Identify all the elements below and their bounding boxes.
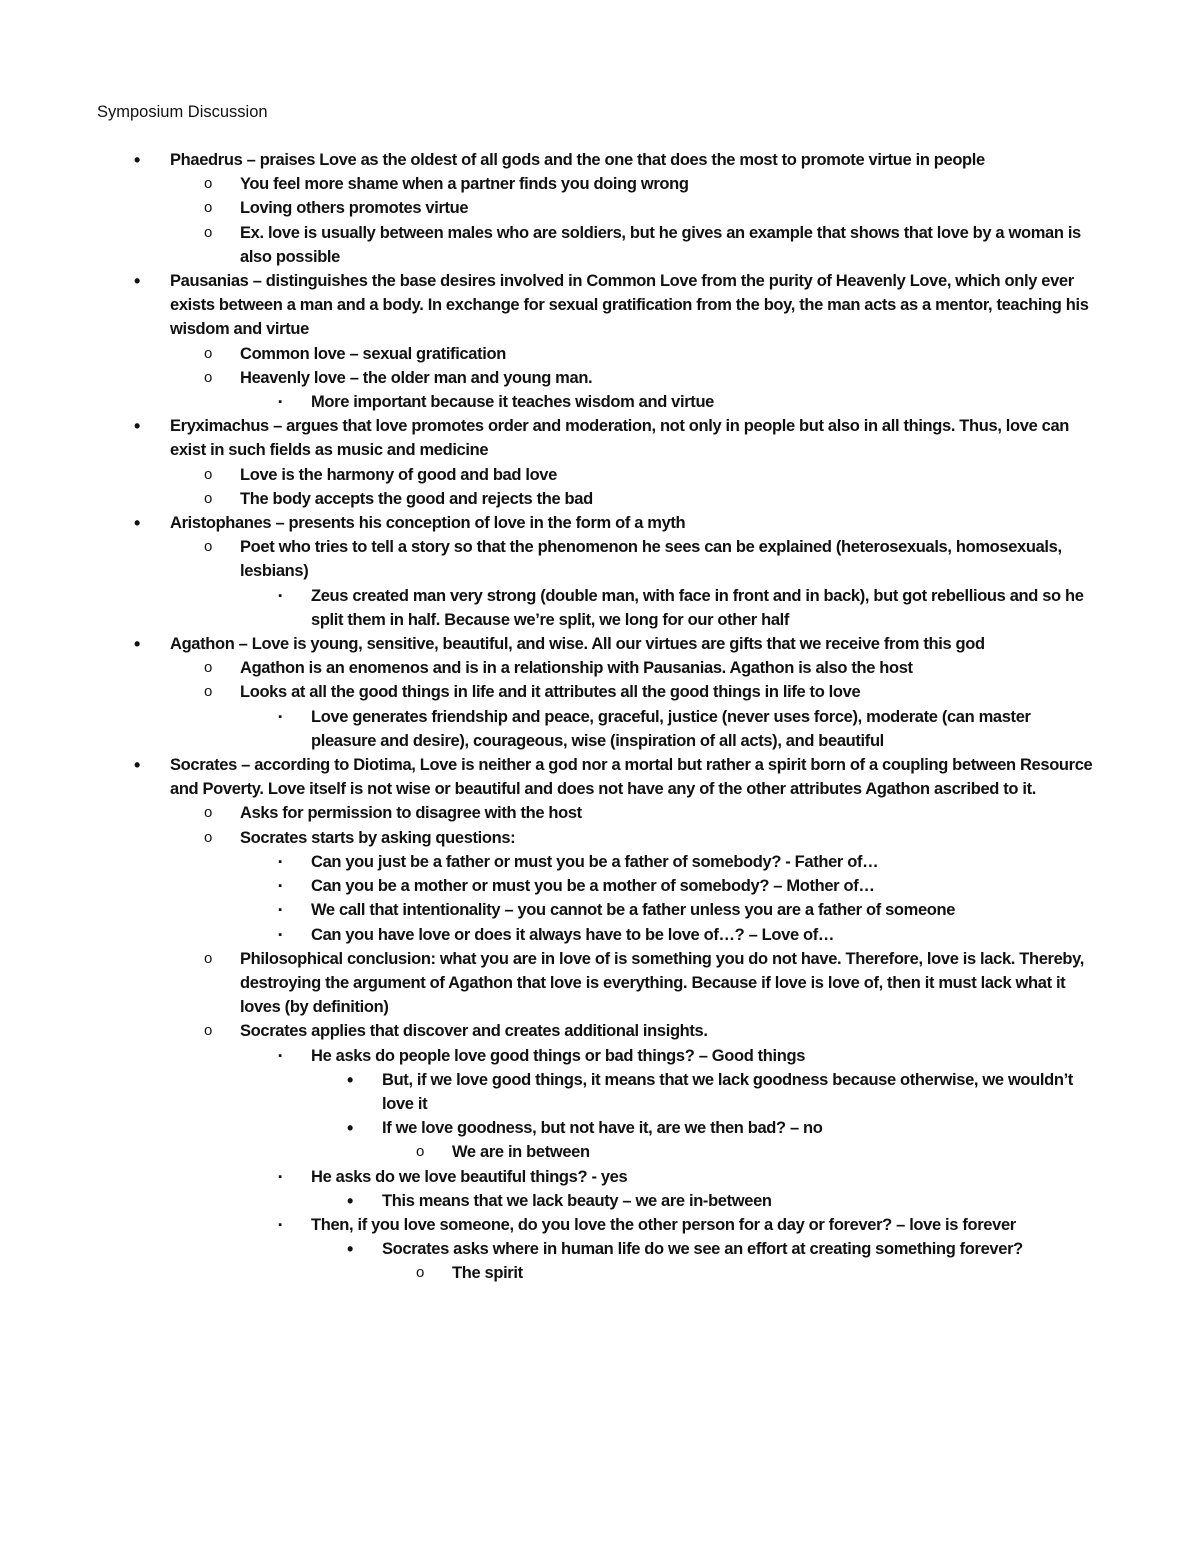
outline-item-text: Love generates friendship and peace, graceful, justice (never uses force), moderate (can master pleasure and desire), courageous, wise (inspiration of all acts), and beautiful bbox=[311, 707, 1031, 750]
outline-item-text: Socrates applies that discover and creates additional insights. bbox=[240, 1022, 708, 1041]
outline-item-level-3 bbox=[0, 874, 1095, 898]
outline-item-text: Poet who tries to tell a story so that the phenomenon he sees can be explained (heterosexuals, homosexuals, lesbians) bbox=[240, 538, 1062, 581]
outline-item-text: He asks do people love good things or bad things? – Good things bbox=[311, 1046, 806, 1065]
outline-item-text: Love is the harmony of good and bad love bbox=[240, 465, 557, 484]
outline-item-text: Asks for permission to disagree with the host bbox=[240, 804, 582, 823]
outline-item-level-2 bbox=[0, 196, 1095, 220]
bullet-dot-icon: • bbox=[134, 150, 140, 170]
bullet-circle-icon: o bbox=[204, 828, 212, 846]
outline-item-text: Loving others promotes virtue bbox=[240, 199, 469, 218]
outline-item-level-1 bbox=[0, 269, 1095, 342]
outline-item-level-2 bbox=[0, 801, 1095, 825]
outline-item-level-3 bbox=[0, 1044, 1095, 1068]
outline-item-level-2 bbox=[0, 656, 1095, 680]
bullet-circle-icon: o bbox=[204, 683, 212, 701]
bullet-dot-icon: • bbox=[347, 1190, 353, 1211]
bullet-circle-icon: o bbox=[204, 465, 212, 483]
outline-item-text: We are in between bbox=[452, 1143, 590, 1162]
outline-item-text: Looks at all the good things in life and it attributes all the good things in life to love bbox=[240, 683, 861, 702]
outline-item-level-4 bbox=[0, 1237, 1095, 1261]
bullet-dot-icon: • bbox=[347, 1239, 353, 1260]
outline-item-text: Socrates – according to Diotima, Love is neither a god nor a mortal but rather a spirit born of a coupling between Resource and Poverty. Love itself is not wise or beautiful and does not have any of the other attributes Agathon ascribed to it. bbox=[170, 756, 1093, 799]
outline-item-level-2 bbox=[0, 947, 1095, 1020]
outline-item-text: Philosophical conclusion: what you are in love of is something you do not have. Therefore, love is lack. Thereby, destroying the argument of Agathon that love is everything. Because if love is love of, then it must lack what it loves (by definition) bbox=[240, 949, 1084, 1017]
outline-item-text: You feel more shame when a partner finds you doing wrong bbox=[240, 175, 689, 194]
bullet-dot-icon: • bbox=[134, 271, 140, 292]
outline-item-level-2 bbox=[0, 487, 1095, 511]
bullet-circle-icon: o bbox=[204, 344, 212, 362]
bullet-circle-icon: o bbox=[204, 223, 212, 241]
outline-item-level-3 bbox=[0, 850, 1095, 874]
outline-item-text: Agathon – Love is young, sensitive, beautiful, and wise. All our virtues are gifts that we receive from this god bbox=[170, 635, 985, 654]
bullet-square-icon: ▪ bbox=[278, 855, 282, 868]
outline-item-level-5 bbox=[0, 1261, 1095, 1285]
outline-item-level-3 bbox=[0, 390, 1095, 414]
outline-item-level-5 bbox=[0, 1140, 1095, 1164]
outline-item-level-2 bbox=[0, 535, 1095, 583]
outline-item-level-2 bbox=[0, 221, 1095, 269]
bullet-circle-icon: o bbox=[204, 804, 212, 822]
document-title: Symposium Discussion bbox=[97, 103, 268, 121]
bullet-circle-icon: o bbox=[416, 1264, 424, 1282]
outline-item-text: This means that we lack beauty – we are in-between bbox=[382, 1191, 772, 1210]
outline-item-level-3 bbox=[0, 1165, 1095, 1189]
bullet-dot-icon: • bbox=[347, 1069, 353, 1090]
bullet-circle-icon: o bbox=[416, 1143, 424, 1161]
outline-item-level-2 bbox=[0, 463, 1095, 487]
discussion-outline bbox=[0, 148, 1200, 1286]
bullet-circle-icon: o bbox=[204, 1022, 212, 1040]
outline-item-text: Can you just be a father or must you be a father of somebody? - Father of… bbox=[311, 852, 879, 871]
outline-item-level-1 bbox=[0, 753, 1095, 801]
outline-item-text: Phaedrus – praises Love as the oldest of all gods and the one that does the most to promote virtue in people bbox=[170, 151, 985, 169]
bullet-circle-icon: o bbox=[204, 538, 212, 556]
outline-item-level-2 bbox=[0, 680, 1095, 704]
outline-item-level-2 bbox=[0, 342, 1095, 366]
outline-item-level-3 bbox=[0, 923, 1095, 947]
outline-item-level-3 bbox=[0, 1213, 1095, 1237]
outline-item-text: More important because it teaches wisdom and virtue bbox=[311, 393, 715, 412]
bullet-square-icon: ▪ bbox=[278, 396, 282, 409]
bullet-circle-icon: o bbox=[204, 489, 212, 507]
outline-item-level-3 bbox=[0, 584, 1095, 632]
bullet-circle-icon: o bbox=[204, 368, 212, 386]
outline-item-text: We call that intentionality – you cannot be a father unless you are a father of someone bbox=[311, 901, 956, 920]
outline-item-text: Socrates asks where in human life do we see an effort at creating something forever? bbox=[382, 1240, 1023, 1259]
outline-item-text: Heavenly love – the older man and young man. bbox=[240, 368, 593, 387]
outline-item-level-1 bbox=[0, 632, 1095, 656]
bullet-dot-icon: • bbox=[134, 416, 140, 437]
outline-item-text: Socrates starts by asking questions: bbox=[240, 828, 516, 847]
bullet-circle-icon: o bbox=[204, 199, 212, 217]
outline-item-level-3 bbox=[0, 705, 1095, 753]
outline-item-text: Eryximachus – argues that love promotes order and moderation, not only in people but also in all things. Thus, love can exist in such fields as music and medicine bbox=[170, 417, 1070, 460]
outline-item-text: He asks do we love beautiful things? - yes bbox=[311, 1167, 628, 1186]
outline-item-text: Agathon is an enomenos and is in a relationship with Pausanias. Agathon is also the host bbox=[240, 659, 913, 678]
outline-item-text: But, if we love good things, it means that we lack goodness because otherwise, we wouldn’t love it bbox=[382, 1070, 1073, 1113]
outline-item-level-4 bbox=[0, 1116, 1095, 1140]
bullet-circle-icon: o bbox=[204, 175, 212, 193]
outline-item-level-1 bbox=[0, 511, 1095, 535]
outline-item-text: The spirit bbox=[452, 1264, 523, 1283]
outline-item-level-4 bbox=[0, 1189, 1095, 1213]
bullet-square-icon: ▪ bbox=[278, 880, 282, 893]
bullet-square-icon: ▪ bbox=[278, 928, 282, 941]
outline-item-level-3 bbox=[0, 898, 1095, 922]
bullet-square-icon: ▪ bbox=[278, 589, 282, 602]
outline-item-level-2 bbox=[0, 172, 1095, 196]
bullet-circle-icon: o bbox=[204, 659, 212, 677]
bullet-dot-icon: • bbox=[134, 755, 140, 776]
outline-item-level-4 bbox=[0, 1068, 1095, 1116]
outline-item-text: The body accepts the good and rejects the bad bbox=[240, 489, 593, 508]
bullet-dot-icon: • bbox=[134, 513, 140, 534]
bullet-dot-icon: • bbox=[347, 1118, 353, 1139]
outline-item-text: If we love goodness, but not have it, are we then bad? – no bbox=[382, 1119, 823, 1138]
outline-item-level-2 bbox=[0, 366, 1095, 390]
bullet-dot-icon: • bbox=[134, 634, 140, 655]
outline-item-level-1 bbox=[0, 414, 1095, 462]
outline-item-text: Common love – sexual gratification bbox=[240, 344, 506, 363]
bullet-square-icon: ▪ bbox=[278, 1049, 282, 1062]
outline-item-text: Pausanias – distinguishes the base desires involved in Common Love from the purity of Heavenly Love, which only ever exists between a man and a body. In exchange for sexual gratification from the boy, the man acts as a mentor, teaching his wisdom and virtue bbox=[170, 272, 1089, 339]
outline-item-text: Then, if you love someone, do you love the other person for a day or forever? – love is forever bbox=[311, 1215, 1016, 1234]
outline-item-level-2 bbox=[0, 826, 1095, 850]
outline-item-level-2 bbox=[0, 1019, 1095, 1043]
bullet-square-icon: ▪ bbox=[278, 1218, 282, 1231]
bullet-square-icon: ▪ bbox=[278, 710, 282, 723]
bullet-circle-icon: o bbox=[204, 949, 212, 967]
outline-item-text: Can you have love or does it always have to be love of…? – Love of… bbox=[311, 925, 835, 944]
outline-item-text: Zeus created man very strong (double man, with face in front and in back), but got rebellious and so he split them in half. Because we’re split, we long for our other half bbox=[311, 586, 1084, 629]
outline-item-text: Ex. love is usually between males who are soldiers, but he gives an example that shows that love by a woman is also possible bbox=[240, 223, 1081, 266]
bullet-square-icon: ▪ bbox=[278, 904, 282, 917]
outline-item-text: Aristophanes – presents his conception of love in the form of a myth bbox=[170, 514, 686, 533]
outline-item-level-1 bbox=[0, 148, 1095, 172]
bullet-square-icon: ▪ bbox=[278, 1170, 282, 1183]
outline-item-text: Can you be a mother or must you be a mother of somebody? – Mother of… bbox=[311, 877, 875, 896]
